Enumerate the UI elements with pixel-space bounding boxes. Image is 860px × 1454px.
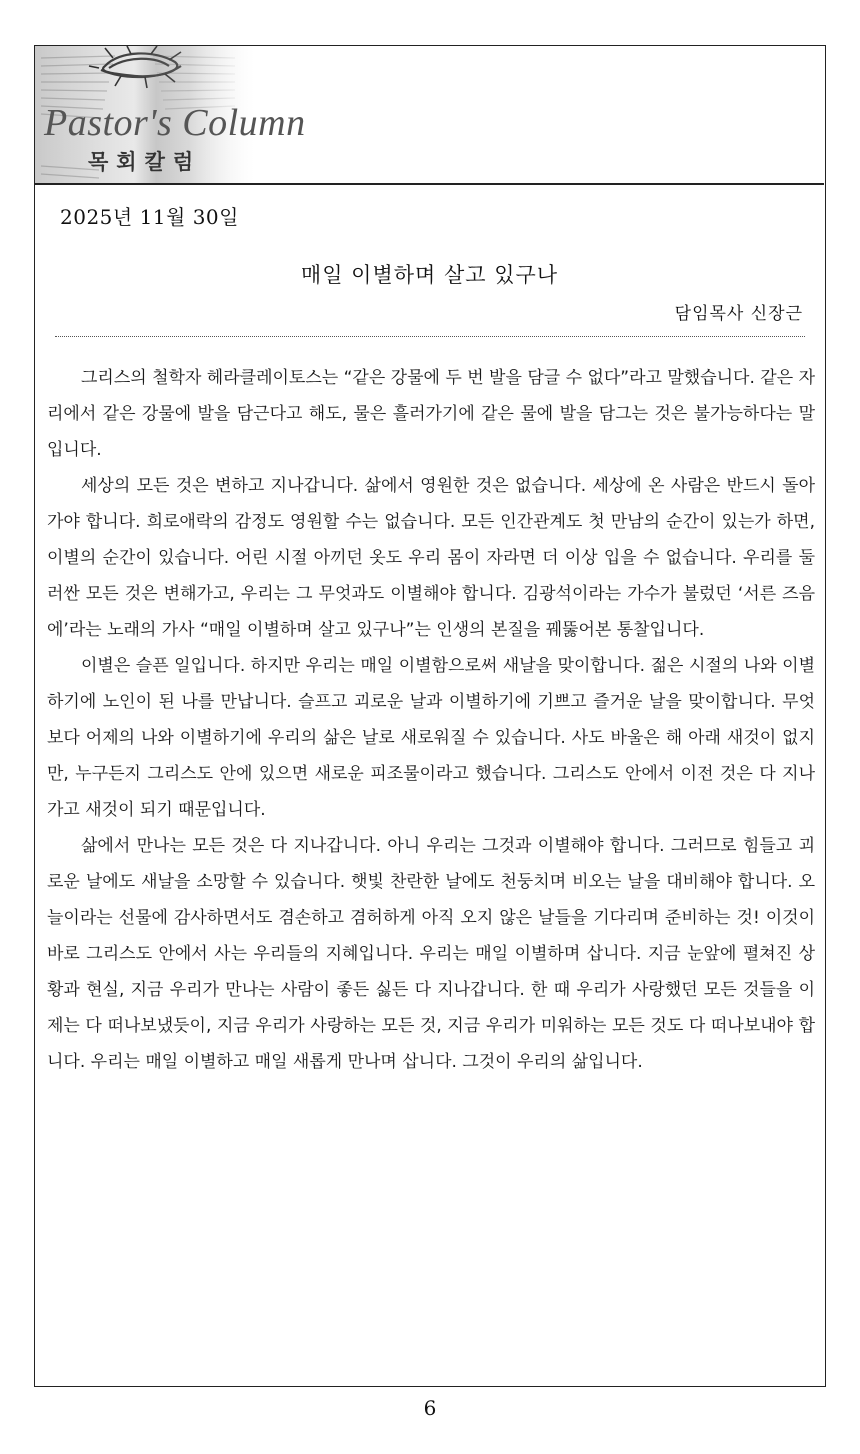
page-number: 6 xyxy=(423,1396,437,1420)
column-date: 2025년 11월 30일 xyxy=(60,205,239,229)
banner-title: Pastor's Column xyxy=(44,102,306,144)
dotted-divider xyxy=(55,336,805,337)
column-frame xyxy=(34,45,826,1387)
article-body xyxy=(47,360,815,1080)
banner-subtitle: 목회칼럼 xyxy=(88,150,202,174)
paragraph: 세상의 모든 것은 변하고 지나갑니다. 삶에서 영원한 것은 없습니다. 세상에 온 사람은 반드시 돌아가야 합니다. 희로애락의 감정도 영원할 수는 없습니다. 모든 인간관계도 첫 만남의 순간이 있는가 하면, 이별의 순간이 있습니다. 어린 시절 아끼던 옷도 우리 몸이 자라면 더 이상 입을 수 없습니다. 우리를 둘러싼 모든 것은 변해가고, 우리는 그 무엇과도 이별해야 합니다. 김광석이라는 가수가 불렀던 ‘서른 즈음에’라는 노래의 가사 “매일 이별하며 살고 있구나”는 인생의 본질을 꿰뚫어본 통찰입니다. xyxy=(47,476,815,640)
paragraph: 그리스의 철학자 헤라클레이토스는 “같은 강물에 두 번 발을 담글 수 없다”라고 말했습니다. 같은 자리에서 같은 강물에 발을 담근다고 해도, 물은 흘러가기에 같은 물에 발을 담그는 것은 불가능하다는 말입니다. xyxy=(47,368,815,460)
paragraph: 이별은 슬픈 일입니다. 하지만 우리는 매일 이별함으로써 새날을 맞이합니다. 젊은 시절의 나와 이별하기에 노인이 된 나를 만납니다. 슬프고 괴로운 날과 이별하기에 기쁘고 즐거운 날을 맞이합니다. 무엇보다 어제의 나와 이별하기에 우리의 삶은 날로 새로워질 수 있습니다. 사도 바울은 해 아래 새것이 없지만, 누구든지 그리스도 안에 있으면 새로운 피조물이라고 했습니다. 그리스도 안에서 이전 것은 다 지나가고 새것이 되기 때문입니다. xyxy=(47,656,815,820)
paragraph: 삶에서 만나는 모든 것은 다 지나갑니다. 아니 우리는 그것과 이별해야 합니다. 그러므로 힘들고 괴로운 날에도 새날을 소망할 수 있습니다. 햇빛 찬란한 날에도 천둥치며 비오는 날을 대비해야 합니다. 오늘이라는 선물에 감사하면서도 겸손하고 겸허하게 아직 오지 않은 날들을 기다리며 준비하는 것! 이것이 바로 그리스도 안에서 사는 우리들의 지혜입니다. 우리는 매일 이별하며 삽니다. 지금 눈앞에 펼쳐진 상황과 현실, 지금 우리가 만나는 사람이 좋든 싫든 다 지나갑니다. 한 때 우리가 사랑했던 모든 것들을 이제는 다 떠나보냈듯이, 지금 우리가 사랑하는 모든 것, 지금 우리가 미워하는 모든 것도 다 떠나보내야 합니다. 우리는 매일 이별하고 매일 새롭게 만나며 삽니다. 그것이 우리의 삶입니다. xyxy=(47,836,815,1072)
article-title: 매일 이별하며 살고 있구나 xyxy=(300,263,559,287)
article-author: 담임목사 신장근 xyxy=(674,304,803,324)
column-banner xyxy=(35,46,824,185)
